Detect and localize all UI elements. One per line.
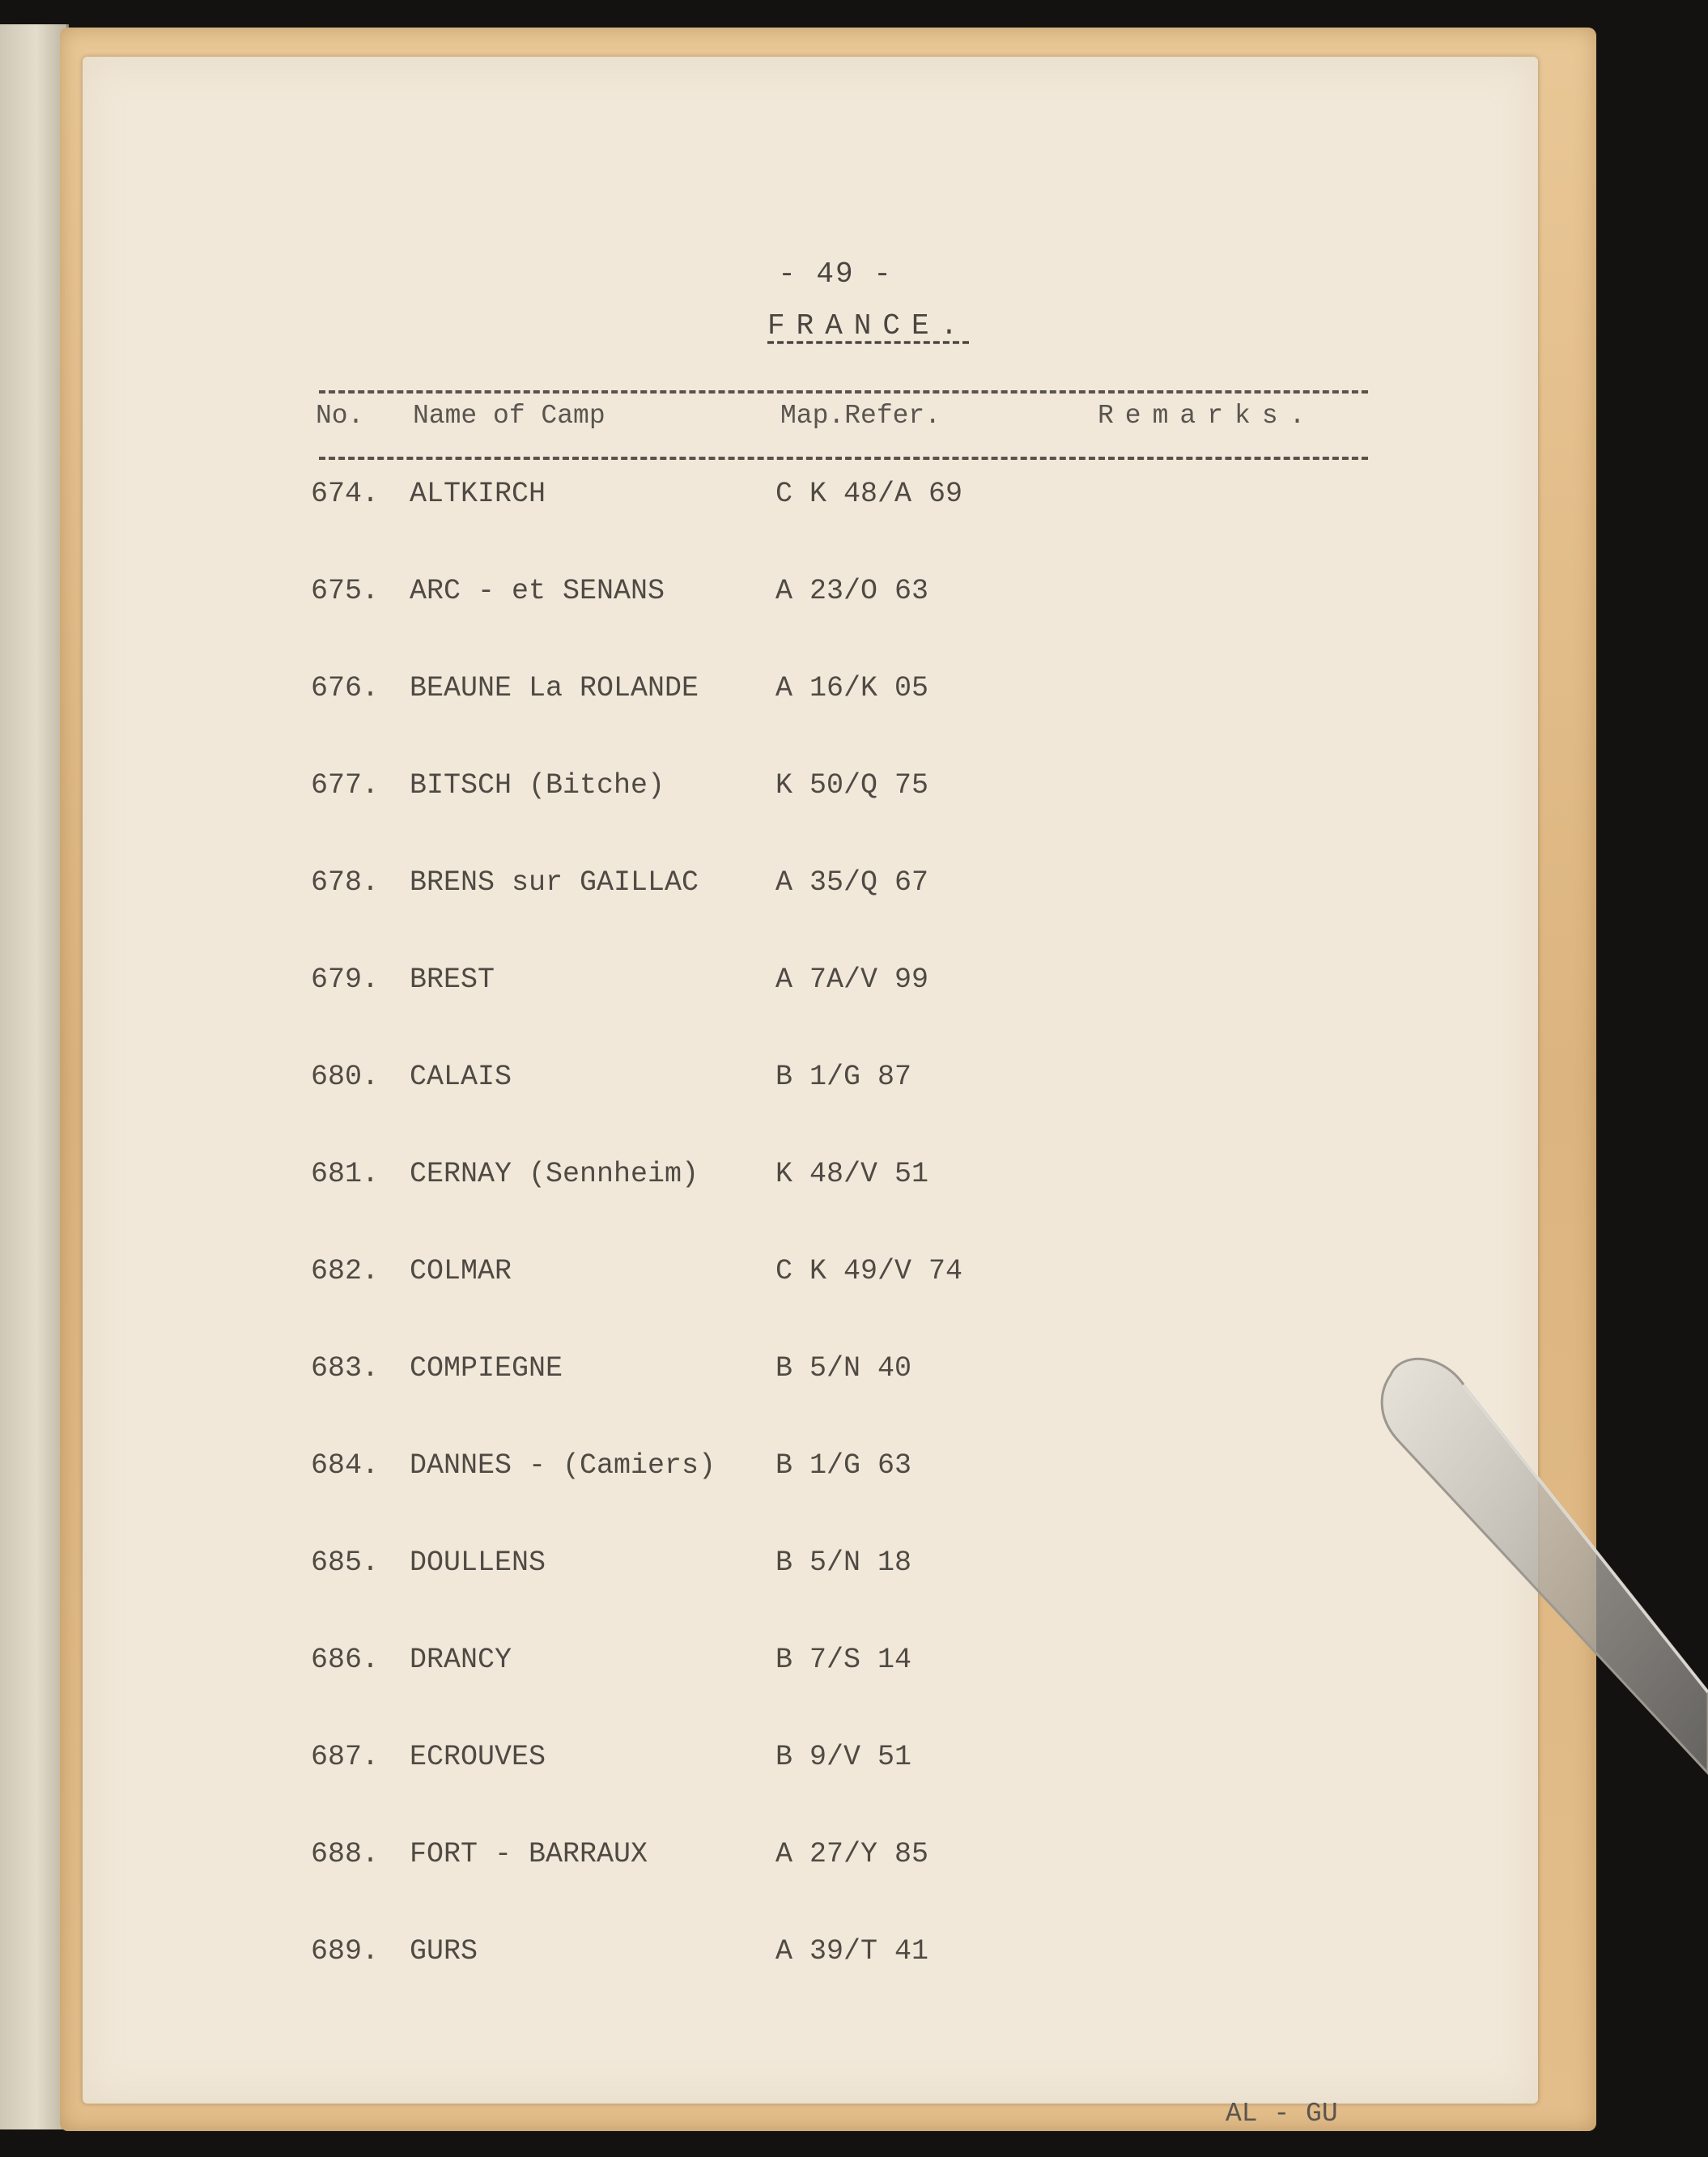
table-row [83,1935,1621,1976]
header-remarks: Remarks. [1098,401,1317,431]
row-number: 689. [311,1935,380,1968]
header-bottom-rule [319,457,1368,460]
row-number: 678. [311,866,380,899]
map-reference: B 1/G 87 [775,1061,912,1093]
camp-name: ECROUVES [410,1741,546,1773]
table-row [83,1838,1621,1878]
table-row [83,1644,1621,1684]
map-reference: B 1/G 63 [775,1449,912,1482]
table-row [83,672,1621,713]
table-row [83,1061,1621,1101]
header-map-reference: Map.Refer. [780,401,941,431]
camp-name: FORT - BARRAUX [410,1838,648,1870]
map-reference: K 48/V 51 [775,1158,929,1190]
table-row [83,1741,1621,1781]
camp-name: DRANCY [410,1644,512,1676]
map-reference: B 5/N 18 [775,1546,912,1579]
table-row [83,964,1621,1004]
map-reference: B 5/N 40 [775,1352,912,1385]
camp-name: BRENS sur GAILLAC [410,866,699,899]
map-reference: A 27/Y 85 [775,1838,929,1870]
map-reference: A 16/K 05 [775,672,929,704]
map-reference: C K 49/V 74 [775,1255,963,1287]
page-title: FRANCE. [767,309,970,342]
document-page [83,57,1538,2129]
footer-range-code: AL - GU [1226,2099,1338,2129]
row-number: 687. [311,1741,380,1773]
table-row [83,1352,1621,1393]
camp-name: CERNAY (Sennheim) [410,1158,699,1190]
table-row [83,1546,1621,1587]
row-number: 685. [311,1546,380,1579]
header-top-rule [319,390,1368,394]
camp-name: COLMAR [410,1255,512,1287]
map-reference: C K 48/A 69 [775,478,963,510]
camp-name: BITSCH (Bitche) [410,769,665,802]
camp-name: CALAIS [410,1061,512,1093]
table-row [83,1158,1621,1198]
row-number: 680. [311,1061,380,1093]
camp-name: DANNES - (Camiers) [410,1449,716,1482]
row-number: 679. [311,964,380,996]
table-row [83,575,1621,615]
map-reference: B 7/S 14 [775,1644,912,1676]
row-number: 676. [311,672,380,704]
map-reference: A 7A/V 99 [775,964,929,996]
row-number: 688. [311,1838,380,1870]
table-row [83,1255,1621,1295]
row-number: 677. [311,769,380,802]
camp-name: ALTKIRCH [410,478,546,510]
row-number: 681. [311,1158,380,1190]
map-reference: A 35/Q 67 [775,866,929,899]
camp-name: ARC - et SENANS [410,575,665,607]
row-number: 675. [311,575,380,607]
table-row [83,478,1621,518]
camp-name: BEAUNE La ROLANDE [410,672,699,704]
row-number: 674. [311,478,380,510]
map-reference: K 50/Q 75 [775,769,929,802]
camp-name: BREST [410,964,495,996]
table-row [83,1449,1621,1490]
camp-name: COMPIEGNE [410,1352,563,1385]
table-header [83,401,1621,441]
row-number: 686. [311,1644,380,1676]
row-number: 682. [311,1255,380,1287]
camp-name: GURS [410,1935,478,1968]
left-page-edge [0,24,69,2129]
table-row [83,866,1621,907]
map-reference: B 9/V 51 [775,1741,912,1773]
row-number: 684. [311,1449,380,1482]
header-no: No. [316,401,364,431]
header-name: Name of Camp [413,401,605,431]
row-number: 683. [311,1352,380,1385]
table-row [83,769,1621,810]
page-number: - 49 - [778,257,893,291]
camp-name: DOULLENS [410,1546,546,1579]
map-reference: A 39/T 41 [775,1935,929,1968]
map-reference: A 23/O 63 [775,575,929,607]
